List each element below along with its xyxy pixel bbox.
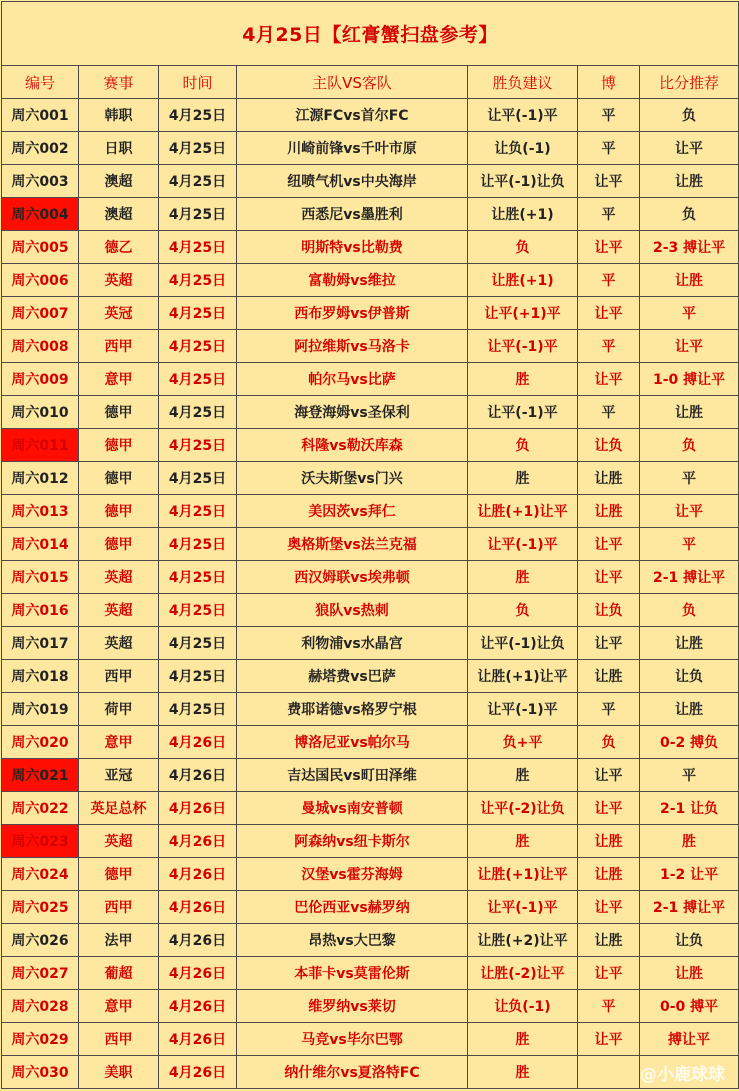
score-cell: 0-2 搏负 bbox=[640, 726, 739, 759]
match-cell: 纽喷气机vs中央海岸 bbox=[237, 165, 468, 198]
title-row bbox=[2, 2, 739, 66]
header-match: 主队VS客队 bbox=[237, 66, 468, 99]
bo-cell: 让负 bbox=[578, 429, 640, 462]
score-cell: 让负 bbox=[640, 660, 739, 693]
advice-cell: 让平(+1)平 bbox=[468, 297, 578, 330]
match-id-cell: 周六025 bbox=[2, 891, 79, 924]
score-cell: 2-3 搏让平 bbox=[640, 231, 739, 264]
match-id-cell: 周六002 bbox=[2, 132, 79, 165]
bo-cell: 平 bbox=[578, 198, 640, 231]
table-row bbox=[2, 990, 739, 1023]
match-cell: 马竞vs毕尔巴鄂 bbox=[237, 1023, 468, 1056]
match-cell: 沃夫斯堡vs门兴 bbox=[237, 462, 468, 495]
bo-cell: 让胜 bbox=[578, 924, 640, 957]
league-cell: 德甲 bbox=[79, 462, 159, 495]
bo-cell: 让平 bbox=[578, 561, 640, 594]
league-cell: 英超 bbox=[79, 627, 159, 660]
score-cell: 让胜 bbox=[640, 693, 739, 726]
match-cell: 费耶诺德vs格罗宁根 bbox=[237, 693, 468, 726]
date-cell: 4月25日 bbox=[159, 429, 237, 462]
header-date: 时间 bbox=[159, 66, 237, 99]
table-row bbox=[2, 726, 739, 759]
date-cell: 4月25日 bbox=[159, 198, 237, 231]
league-cell: 亚冠 bbox=[79, 759, 159, 792]
league-cell: 英冠 bbox=[79, 297, 159, 330]
date-cell: 4月26日 bbox=[159, 759, 237, 792]
score-cell: 平 bbox=[640, 528, 739, 561]
advice-cell: 让胜(+2)让平 bbox=[468, 924, 578, 957]
advice-cell: 让负(-1) bbox=[468, 132, 578, 165]
match-id-cell: 周六017 bbox=[2, 627, 79, 660]
match-id-cell: 周六022 bbox=[2, 792, 79, 825]
date-cell: 4月25日 bbox=[159, 495, 237, 528]
date-cell: 4月26日 bbox=[159, 792, 237, 825]
table-row bbox=[2, 759, 739, 792]
advice-cell: 胜 bbox=[468, 1023, 578, 1056]
date-cell: 4月25日 bbox=[159, 363, 237, 396]
match-id-cell: 周六026 bbox=[2, 924, 79, 957]
match-cell: 赫塔费vs巴萨 bbox=[237, 660, 468, 693]
date-cell: 4月26日 bbox=[159, 924, 237, 957]
match-cell: 科隆vs勒沃库森 bbox=[237, 429, 468, 462]
header-id: 编号 bbox=[2, 66, 79, 99]
table-row bbox=[2, 528, 739, 561]
match-cell: 西布罗姆vs伊普斯 bbox=[237, 297, 468, 330]
score-cell: 2-1 搏让平 bbox=[640, 891, 739, 924]
league-cell: 德甲 bbox=[79, 858, 159, 891]
league-cell: 英超 bbox=[79, 561, 159, 594]
score-cell: 平 bbox=[640, 297, 739, 330]
score-cell: 平 bbox=[640, 759, 739, 792]
advice-cell: 胜 bbox=[468, 561, 578, 594]
bo-cell: 让胜 bbox=[578, 660, 640, 693]
league-cell: 意甲 bbox=[79, 726, 159, 759]
table-row bbox=[2, 297, 739, 330]
date-cell: 4月25日 bbox=[159, 132, 237, 165]
score-cell: 2-1 搏让平 bbox=[640, 561, 739, 594]
bo-cell: 让平 bbox=[578, 957, 640, 990]
league-cell: 美职 bbox=[79, 1056, 159, 1089]
advice-cell: 负 bbox=[468, 594, 578, 627]
date-cell: 4月26日 bbox=[159, 957, 237, 990]
prediction-table bbox=[1, 1, 739, 1089]
table-row bbox=[2, 627, 739, 660]
match-id-cell: 周六004 bbox=[2, 198, 79, 231]
league-cell: 澳超 bbox=[79, 198, 159, 231]
date-cell: 4月25日 bbox=[159, 627, 237, 660]
advice-cell: 让胜(+1)让平 bbox=[468, 858, 578, 891]
advice-cell: 让胜(+1)让平 bbox=[468, 495, 578, 528]
match-id-cell: 周六011 bbox=[2, 429, 79, 462]
score-cell: 让胜 bbox=[640, 957, 739, 990]
table-row bbox=[2, 462, 739, 495]
date-cell: 4月25日 bbox=[159, 594, 237, 627]
advice-cell: 负 bbox=[468, 429, 578, 462]
bo-cell: 让平 bbox=[578, 231, 640, 264]
header-score: 比分推荐 bbox=[640, 66, 739, 99]
match-id-cell: 周六030 bbox=[2, 1056, 79, 1089]
match-cell: 阿森纳vs纽卡斯尔 bbox=[237, 825, 468, 858]
score-cell: 2-1 让负 bbox=[640, 792, 739, 825]
table-row bbox=[2, 198, 739, 231]
match-cell: 利物浦vs水晶宫 bbox=[237, 627, 468, 660]
table-row bbox=[2, 693, 739, 726]
league-cell: 西甲 bbox=[79, 660, 159, 693]
match-id-cell: 周六014 bbox=[2, 528, 79, 561]
table-row bbox=[2, 792, 739, 825]
match-cell: 奥格斯堡vs法兰克福 bbox=[237, 528, 468, 561]
league-cell: 英足总杯 bbox=[79, 792, 159, 825]
match-cell: 吉达国民vs町田泽维 bbox=[237, 759, 468, 792]
bo-cell: 让平 bbox=[578, 1023, 640, 1056]
match-cell: 汉堡vs霍芬海姆 bbox=[237, 858, 468, 891]
score-cell: 胜 bbox=[640, 825, 739, 858]
date-cell: 4月25日 bbox=[159, 693, 237, 726]
date-cell: 4月26日 bbox=[159, 990, 237, 1023]
bo-cell: 让平 bbox=[578, 759, 640, 792]
bo-cell: 让胜 bbox=[578, 858, 640, 891]
score-cell: 让胜 bbox=[640, 396, 739, 429]
match-cell: 海登海姆vs圣保利 bbox=[237, 396, 468, 429]
table-row bbox=[2, 330, 739, 363]
table-row bbox=[2, 924, 739, 957]
bo-cell: 让胜 bbox=[578, 825, 640, 858]
match-cell: 维罗纳vs莱切 bbox=[237, 990, 468, 1023]
table-row bbox=[2, 429, 739, 462]
bo-cell: 平 bbox=[578, 330, 640, 363]
match-id-cell: 周六027 bbox=[2, 957, 79, 990]
league-cell: 西甲 bbox=[79, 1023, 159, 1056]
table-row bbox=[2, 495, 739, 528]
match-id-cell: 周六024 bbox=[2, 858, 79, 891]
bo-cell: 让平 bbox=[578, 363, 640, 396]
match-cell: 川崎前锋vs千叶市原 bbox=[237, 132, 468, 165]
score-cell: 让胜 bbox=[640, 627, 739, 660]
bo-cell: 负 bbox=[578, 726, 640, 759]
score-cell: 负 bbox=[640, 594, 739, 627]
bo-cell: 让平 bbox=[578, 891, 640, 924]
league-cell: 日职 bbox=[79, 132, 159, 165]
date-cell: 4月26日 bbox=[159, 1056, 237, 1089]
bo-cell: 平 bbox=[578, 132, 640, 165]
advice-cell: 让平(-1)平 bbox=[468, 396, 578, 429]
advice-cell: 胜 bbox=[468, 825, 578, 858]
table-row bbox=[2, 660, 739, 693]
score-cell: 1-0 搏让平 bbox=[640, 363, 739, 396]
table-row bbox=[2, 231, 739, 264]
advice-cell: 让平(-1)平 bbox=[468, 891, 578, 924]
match-cell: 昂热vs大巴黎 bbox=[237, 924, 468, 957]
score-cell: 搏让平 bbox=[640, 1023, 739, 1056]
score-cell: 让平 bbox=[640, 330, 739, 363]
date-cell: 4月26日 bbox=[159, 726, 237, 759]
bo-cell: 让平 bbox=[578, 165, 640, 198]
match-cell: 西汉姆联vs埃弗顿 bbox=[237, 561, 468, 594]
league-cell: 意甲 bbox=[79, 990, 159, 1023]
date-cell: 4月26日 bbox=[159, 891, 237, 924]
date-cell: 4月25日 bbox=[159, 297, 237, 330]
table-row bbox=[2, 891, 739, 924]
match-cell: 西悉尼vs墨胜利 bbox=[237, 198, 468, 231]
score-cell: 让平 bbox=[640, 495, 739, 528]
date-cell: 4月25日 bbox=[159, 330, 237, 363]
score-cell: 负 bbox=[640, 429, 739, 462]
match-cell: 江源FCvs首尔FC bbox=[237, 99, 468, 132]
header-league: 赛事 bbox=[79, 66, 159, 99]
match-cell: 纳什维尔vs夏洛特FC bbox=[237, 1056, 468, 1089]
match-id-cell: 周六019 bbox=[2, 693, 79, 726]
match-id-cell: 周六013 bbox=[2, 495, 79, 528]
match-id-cell: 周六006 bbox=[2, 264, 79, 297]
match-id-cell: 周六016 bbox=[2, 594, 79, 627]
advice-cell: 让平(-1)平 bbox=[468, 693, 578, 726]
match-cell: 狼队vs热刺 bbox=[237, 594, 468, 627]
score-cell: 负 bbox=[640, 99, 739, 132]
bo-cell: 让平 bbox=[578, 792, 640, 825]
match-id-cell: 周六008 bbox=[2, 330, 79, 363]
match-cell: 富勒姆vs维拉 bbox=[237, 264, 468, 297]
date-cell: 4月26日 bbox=[159, 1023, 237, 1056]
score-cell: 平 bbox=[640, 462, 739, 495]
score-cell: 让平 bbox=[640, 132, 739, 165]
match-cell: 巴伦西亚vs赫罗纳 bbox=[237, 891, 468, 924]
league-cell: 西甲 bbox=[79, 330, 159, 363]
bo-cell: 让平 bbox=[578, 297, 640, 330]
score-cell: 让胜 bbox=[640, 165, 739, 198]
date-cell: 4月26日 bbox=[159, 858, 237, 891]
date-cell: 4月25日 bbox=[159, 396, 237, 429]
match-id-cell: 周六012 bbox=[2, 462, 79, 495]
date-cell: 4月25日 bbox=[159, 231, 237, 264]
match-cell: 帕尔马vs比萨 bbox=[237, 363, 468, 396]
match-cell: 本菲卡vs莫雷伦斯 bbox=[237, 957, 468, 990]
table-row bbox=[2, 561, 739, 594]
table-row bbox=[2, 1056, 739, 1089]
advice-cell: 负+平 bbox=[468, 726, 578, 759]
match-cell: 美因茨vs拜仁 bbox=[237, 495, 468, 528]
advice-cell: 让胜(-2)让平 bbox=[468, 957, 578, 990]
header-advice: 胜负建议 bbox=[468, 66, 578, 99]
league-cell: 德甲 bbox=[79, 495, 159, 528]
date-cell: 4月25日 bbox=[159, 264, 237, 297]
match-id-cell: 周六015 bbox=[2, 561, 79, 594]
advice-cell: 胜 bbox=[468, 462, 578, 495]
advice-cell: 让平(-1)平 bbox=[468, 330, 578, 363]
bo-cell bbox=[578, 1056, 640, 1089]
date-cell: 4月25日 bbox=[159, 660, 237, 693]
score-cell: 让胜 bbox=[640, 264, 739, 297]
league-cell: 德甲 bbox=[79, 429, 159, 462]
match-cell: 阿拉维斯vs马洛卡 bbox=[237, 330, 468, 363]
advice-cell: 让平(-1)让负 bbox=[468, 165, 578, 198]
match-id-cell: 周六021 bbox=[2, 759, 79, 792]
match-id-cell: 周六003 bbox=[2, 165, 79, 198]
header-row bbox=[2, 66, 739, 99]
date-cell: 4月25日 bbox=[159, 462, 237, 495]
match-id-cell: 周六010 bbox=[2, 396, 79, 429]
league-cell: 西甲 bbox=[79, 891, 159, 924]
bo-cell: 让胜 bbox=[578, 462, 640, 495]
bo-cell: 平 bbox=[578, 990, 640, 1023]
league-cell: 英超 bbox=[79, 264, 159, 297]
header-bo: 博 bbox=[578, 66, 640, 99]
match-id-cell: 周六009 bbox=[2, 363, 79, 396]
match-id-cell: 周六029 bbox=[2, 1023, 79, 1056]
match-id-cell: 周六005 bbox=[2, 231, 79, 264]
bo-cell: 平 bbox=[578, 99, 640, 132]
match-id-cell: 周六018 bbox=[2, 660, 79, 693]
advice-cell: 让平(-1)平 bbox=[468, 528, 578, 561]
advice-cell: 让平(-1)平 bbox=[468, 99, 578, 132]
match-cell: 曼城vs南安普顿 bbox=[237, 792, 468, 825]
table-row bbox=[2, 132, 739, 165]
date-cell: 4月25日 bbox=[159, 528, 237, 561]
table-row bbox=[2, 957, 739, 990]
date-cell: 4月25日 bbox=[159, 99, 237, 132]
match-id-cell: 周六007 bbox=[2, 297, 79, 330]
score-cell: 负 bbox=[640, 198, 739, 231]
league-cell: 韩职 bbox=[79, 99, 159, 132]
date-cell: 4月25日 bbox=[159, 561, 237, 594]
score-cell: 让负 bbox=[640, 924, 739, 957]
league-cell: 英超 bbox=[79, 594, 159, 627]
match-id-cell: 周六023 bbox=[2, 825, 79, 858]
league-cell: 澳超 bbox=[79, 165, 159, 198]
bo-cell: 平 bbox=[578, 264, 640, 297]
table-row bbox=[2, 594, 739, 627]
advice-cell: 让胜(+1) bbox=[468, 264, 578, 297]
league-cell: 德甲 bbox=[79, 528, 159, 561]
date-cell: 4月26日 bbox=[159, 825, 237, 858]
advice-cell: 胜 bbox=[468, 363, 578, 396]
league-cell: 德乙 bbox=[79, 231, 159, 264]
table-row bbox=[2, 1023, 739, 1056]
table-row bbox=[2, 99, 739, 132]
bo-cell: 让平 bbox=[578, 528, 640, 561]
advice-cell: 胜 bbox=[468, 759, 578, 792]
advice-cell: 负 bbox=[468, 231, 578, 264]
table-row bbox=[2, 858, 739, 891]
table-row bbox=[2, 264, 739, 297]
bo-cell: 让胜 bbox=[578, 495, 640, 528]
league-cell: 葡超 bbox=[79, 957, 159, 990]
bo-cell: 让平 bbox=[578, 627, 640, 660]
table-row bbox=[2, 825, 739, 858]
bo-cell: 平 bbox=[578, 693, 640, 726]
watermark: @小鹿球球 bbox=[640, 1065, 725, 1085]
league-cell: 英超 bbox=[79, 825, 159, 858]
bo-cell: 平 bbox=[578, 396, 640, 429]
table-row bbox=[2, 396, 739, 429]
match-id-cell: 周六001 bbox=[2, 99, 79, 132]
advice-cell: 让胜(+1)让平 bbox=[468, 660, 578, 693]
advice-cell: 让平(-2)让负 bbox=[468, 792, 578, 825]
advice-cell: 让胜(+1) bbox=[468, 198, 578, 231]
league-cell: 德甲 bbox=[79, 396, 159, 429]
league-cell: 荷甲 bbox=[79, 693, 159, 726]
date-cell: 4月25日 bbox=[159, 165, 237, 198]
match-cell: 明斯特vs比勒费 bbox=[237, 231, 468, 264]
match-id-cell: 周六028 bbox=[2, 990, 79, 1023]
league-cell: 意甲 bbox=[79, 363, 159, 396]
table-row bbox=[2, 363, 739, 396]
sheet-title: 4月25日【红膏蟹扫盘参考】 bbox=[2, 2, 739, 66]
table-row bbox=[2, 165, 739, 198]
bo-cell: 让负 bbox=[578, 594, 640, 627]
advice-cell: 胜 bbox=[468, 1056, 578, 1089]
score-cell: 1-2 让平 bbox=[640, 858, 739, 891]
score-cell: 0-0 搏平 bbox=[640, 990, 739, 1023]
advice-cell: 让平(-1)让负 bbox=[468, 627, 578, 660]
match-cell: 博洛尼亚vs帕尔马 bbox=[237, 726, 468, 759]
advice-cell: 让负(-1) bbox=[468, 990, 578, 1023]
league-cell: 法甲 bbox=[79, 924, 159, 957]
match-id-cell: 周六020 bbox=[2, 726, 79, 759]
